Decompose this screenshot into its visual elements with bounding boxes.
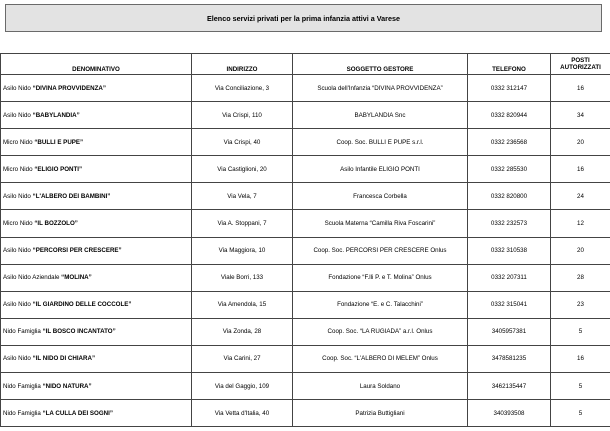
cell-name xyxy=(1,345,192,372)
service-name: “NIDO NATURA” xyxy=(42,382,92,390)
cell-phone: 340393508 xyxy=(468,400,551,427)
cell-address: Via Amendola, 15 xyxy=(192,291,293,318)
cell-slots: 20 xyxy=(551,237,610,264)
service-name: “MOLINA” xyxy=(61,274,92,282)
service-type: Asilo Nido xyxy=(3,247,31,255)
cell-phone: 0332 207311 xyxy=(468,264,551,291)
service-type: Asilo Nido xyxy=(3,111,31,119)
cell-name xyxy=(1,75,192,102)
table-row xyxy=(1,129,610,156)
cell-name xyxy=(1,318,192,345)
cell-name xyxy=(1,237,192,264)
cell-phone: 3478581235 xyxy=(468,345,551,372)
service-name: “PERCORSI PER CRESCERE” xyxy=(32,247,122,255)
cell-slots: 28 xyxy=(551,264,610,291)
service-type: Nido Famiglia xyxy=(3,328,41,336)
cell-name xyxy=(1,291,192,318)
column-header-manager: SOGGETTO GESTORE xyxy=(293,54,468,75)
cell-address: Via Vela, 7 xyxy=(192,183,293,210)
service-type: Asilo Nido xyxy=(3,192,31,200)
service-name: “BABYLANDIA” xyxy=(32,111,80,119)
cell-address: Via Maggiora, 10 xyxy=(192,237,293,264)
cell-phone: 0332 285530 xyxy=(468,156,551,183)
cell-phone: 0332 315041 xyxy=(468,291,551,318)
cell-address: Via Zonda, 28 xyxy=(192,318,293,345)
cell-phone: 3462135447 xyxy=(468,373,551,400)
cell-name xyxy=(1,400,192,427)
service-type: Nido Famiglia xyxy=(3,382,41,390)
service-name: “IL BOZZOLO” xyxy=(34,220,78,228)
cell-manager: Fondazione “F.lli P. e T. Molina” Onlus xyxy=(293,264,468,291)
service-type: Nido Famiglia xyxy=(3,409,41,417)
cell-slots: 5 xyxy=(551,373,610,400)
column-header-slots-line2: AUTORIZZATI xyxy=(560,63,601,71)
table-row xyxy=(1,291,610,318)
column-header-address: INDIRIZZO xyxy=(192,54,293,75)
cell-name xyxy=(1,264,192,291)
cell-manager: Fondazione “E. e C. Talacchini” xyxy=(293,291,468,318)
cell-manager: Coop. Soc. PERCORSI PER CRESCERE Onlus xyxy=(293,237,468,264)
table-row xyxy=(1,210,610,237)
cell-phone: 0332 820800 xyxy=(468,183,551,210)
cell-phone: 0332 820944 xyxy=(468,102,551,129)
service-type: Micro Nido xyxy=(3,220,33,228)
table-row xyxy=(1,345,610,372)
cell-name xyxy=(1,210,192,237)
cell-name xyxy=(1,129,192,156)
services-table xyxy=(0,53,610,427)
service-name: “LA CULLA DEI SOGNI” xyxy=(42,409,113,417)
cell-address: Via Conciliazione, 3 xyxy=(192,75,293,102)
table-row xyxy=(1,75,610,102)
cell-name xyxy=(1,183,192,210)
service-type: Micro Nido xyxy=(3,138,33,146)
cell-phone: 0332 312147 xyxy=(468,75,551,102)
cell-slots: 16 xyxy=(551,75,610,102)
cell-address: Via Crispi, 40 xyxy=(192,129,293,156)
cell-slots: 23 xyxy=(551,291,610,318)
cell-address: Via Castiglioni, 20 xyxy=(192,156,293,183)
service-name: “IL BOSCO INCANTATO” xyxy=(42,328,116,336)
cell-slots: 5 xyxy=(551,318,610,345)
document-title xyxy=(5,4,602,32)
cell-address: Via Carini, 27 xyxy=(192,345,293,372)
column-header-name: DENOMINATIVO xyxy=(1,54,192,75)
cell-slots: 5 xyxy=(551,400,610,427)
cell-address: Via Crispi, 110 xyxy=(192,102,293,129)
cell-slots: 24 xyxy=(551,183,610,210)
service-name: “ELIGIO PONTI” xyxy=(34,165,83,173)
cell-phone: 0332 232573 xyxy=(468,210,551,237)
cell-manager: Coop. Soc. BULLI E PUPE s.r.l. xyxy=(293,129,468,156)
cell-slots: 12 xyxy=(551,210,610,237)
table-row xyxy=(1,264,610,291)
service-name: “L'ALBERO DEI BAMBINI” xyxy=(32,192,111,200)
table-row xyxy=(1,373,610,400)
cell-manager: Coop. Soc. “L'ALBERO DI MELEM” Onlus xyxy=(293,345,468,372)
cell-slots: 16 xyxy=(551,156,610,183)
cell-address: Via A. Stoppani, 7 xyxy=(192,210,293,237)
service-name: “BULLI E PUPE” xyxy=(34,138,84,146)
service-name: “IL GIARDINO DELLE COCCOLE” xyxy=(32,301,132,309)
service-name: “DIVINA PROVVIDENZA” xyxy=(32,84,106,92)
table-row xyxy=(1,102,610,129)
table-header-row xyxy=(1,54,610,75)
cell-slots: 34 xyxy=(551,102,610,129)
service-type: Asilo Nido Aziendale xyxy=(3,274,60,282)
cell-phone: 0332 310538 xyxy=(468,237,551,264)
table-row xyxy=(1,318,610,345)
table-row xyxy=(1,183,610,210)
column-header-phone: TELEFONO xyxy=(468,54,551,75)
cell-address: Via del Gaggio, 109 xyxy=(192,373,293,400)
cell-address: Viale Borri, 133 xyxy=(192,264,293,291)
cell-name xyxy=(1,373,192,400)
cell-slots: 16 xyxy=(551,345,610,372)
table-row xyxy=(1,156,610,183)
cell-manager: Laura Soldano xyxy=(293,373,468,400)
cell-phone: 0332 236568 xyxy=(468,129,551,156)
cell-name xyxy=(1,156,192,183)
cell-slots: 20 xyxy=(551,129,610,156)
column-header-slots-line1: POSTI xyxy=(571,56,590,64)
column-header-slots xyxy=(551,54,610,75)
cell-manager: Scuola dell'Infanzia “DIVINA PROVVIDENZA” xyxy=(293,75,468,102)
service-type: Asilo Nido xyxy=(3,84,31,92)
cell-phone: 3405957381 xyxy=(468,318,551,345)
cell-manager: BABYLANDIA Snc xyxy=(293,102,468,129)
service-type: Asilo Nido xyxy=(3,301,31,309)
table-row xyxy=(1,400,610,427)
cell-address: Via Vetta d'Italia, 40 xyxy=(192,400,293,427)
cell-manager: Francesca Corbella xyxy=(293,183,468,210)
document-title-text: Elenco servizi privati per la prima infanzia attivi a Varese xyxy=(207,13,400,23)
cell-manager: Scuola Materna “Camilla Riva Foscarini” xyxy=(293,210,468,237)
service-name: “IL NIDO DI CHIARA” xyxy=(32,355,96,363)
service-type: Micro Nido xyxy=(3,165,33,173)
service-type: Asilo Nido xyxy=(3,355,31,363)
cell-name xyxy=(1,102,192,129)
cell-manager: Patrizia Buttigliani xyxy=(293,400,468,427)
table-row xyxy=(1,237,610,264)
cell-manager: Asilo Infantile ELIGIO PONTI xyxy=(293,156,468,183)
cell-manager: Coop. Soc. “LA RUGIADA” a.r.l. Onlus xyxy=(293,318,468,345)
